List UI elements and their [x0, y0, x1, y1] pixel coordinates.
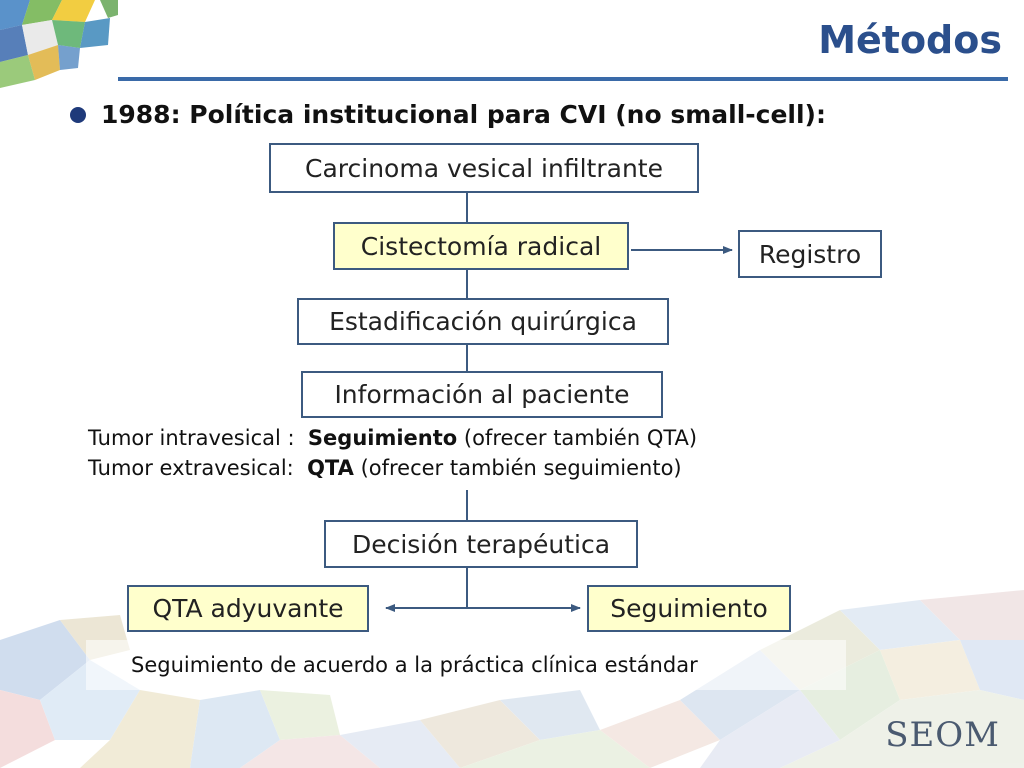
tumor-intravesical-line: [88, 426, 697, 450]
box-estadificacion: Estadificación quirúrgica: [297, 298, 669, 345]
tumor-line-prefix: Tumor intravesical :: [88, 426, 308, 450]
tumor-line-bold: Seguimiento: [307, 426, 458, 450]
tumor-extravesical-line: [88, 456, 682, 480]
box-informacion: Información al paciente: [301, 371, 663, 418]
box-registro: Registro: [738, 230, 882, 278]
tumor-line-bold: QTA: [307, 456, 354, 480]
box-decision: Decisión terapéutica: [324, 520, 638, 568]
footer-note: Seguimiento de acuerdo a la práctica clínica estándar: [131, 653, 698, 677]
slide-heading: 1988: Política institucional para CVI (no small-cell):: [101, 100, 826, 129]
box-cistectomia: Cistectomía radical: [333, 222, 629, 270]
tumor-line-prefix: Tumor extravesical:: [88, 456, 308, 480]
box-carcinoma: Carcinoma vesical infiltrante: [269, 143, 699, 193]
box-qta-adyuvante: QTA adyuvante: [127, 585, 369, 632]
tumor-line-suffix: (ofrecer también QTA): [457, 426, 698, 450]
tumor-line-suffix: (ofrecer también seguimiento): [353, 456, 682, 480]
seom-logo: SEOM: [885, 715, 1000, 755]
slide-title: Métodos: [818, 18, 1002, 62]
box-seguimiento: Seguimiento: [587, 585, 791, 632]
